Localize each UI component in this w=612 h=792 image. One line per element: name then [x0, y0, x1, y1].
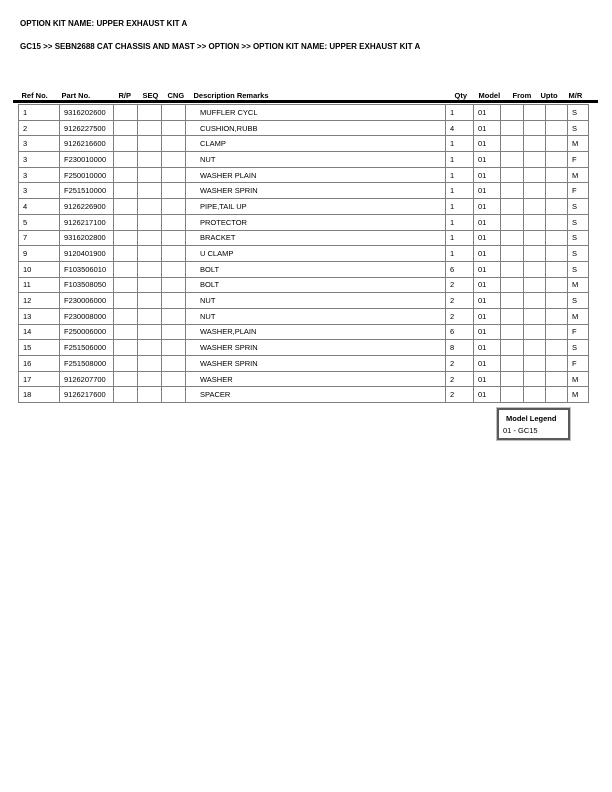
col-header-seq: SEQ: [142, 91, 159, 100]
seq-cell: [138, 371, 162, 387]
ref-no-cell: 4: [19, 199, 60, 215]
ref-no-cell: 18: [19, 387, 60, 403]
col-header-mr: M/R: [568, 91, 583, 100]
table-row: [19, 277, 589, 293]
col-header-part-no: Part No.: [61, 91, 91, 100]
from-cell: [501, 387, 524, 403]
cng-cell: [162, 293, 186, 309]
model-cell: 01: [474, 371, 501, 387]
qty-cell: 1: [446, 199, 474, 215]
part-no-cell: F251506000: [60, 340, 114, 356]
model-cell: 01: [474, 387, 501, 403]
rp-cell: [114, 167, 138, 183]
seq-cell: [138, 340, 162, 356]
ref-no-cell: 3: [19, 136, 60, 152]
ref-no-cell: 9: [19, 246, 60, 262]
cng-cell: [162, 136, 186, 152]
spacer-cell: [546, 261, 568, 277]
table-row: [19, 246, 589, 262]
description-cell: MUFFLER CYCL: [186, 105, 446, 121]
cng-cell: [162, 199, 186, 215]
rp-cell: [114, 230, 138, 246]
rp-cell: [114, 340, 138, 356]
model-cell: 01: [474, 167, 501, 183]
qty-cell: 8: [446, 340, 474, 356]
from-cell: [501, 246, 524, 262]
header-rule: [13, 100, 598, 103]
part-no-cell: 9120401900: [60, 246, 114, 262]
table-row: [19, 387, 589, 403]
model-cell: 01: [474, 120, 501, 136]
description-cell: U CLAMP: [186, 246, 446, 262]
part-no-cell: F251508000: [60, 356, 114, 372]
mr-cell: F: [568, 324, 589, 340]
from-cell: [501, 277, 524, 293]
description-cell: PROTECTOR: [186, 214, 446, 230]
mr-cell: S: [568, 199, 589, 215]
model-legend-box: [497, 408, 570, 440]
cng-cell: [162, 308, 186, 324]
seq-cell: [138, 308, 162, 324]
rp-cell: [114, 152, 138, 168]
from-cell: [501, 324, 524, 340]
cng-cell: [162, 340, 186, 356]
seq-cell: [138, 246, 162, 262]
from-cell: [501, 136, 524, 152]
mr-cell: F: [568, 356, 589, 372]
page-title: OPTION KIT NAME: UPPER EXHAUST KIT A: [20, 19, 188, 28]
seq-cell: [138, 136, 162, 152]
model-cell: 01: [474, 293, 501, 309]
ref-no-cell: 14: [19, 324, 60, 340]
ref-no-cell: 2: [19, 120, 60, 136]
part-no-cell: F230006000: [60, 293, 114, 309]
table-row: [19, 371, 589, 387]
table-row: [19, 356, 589, 372]
upto-cell: [524, 136, 546, 152]
rp-cell: [114, 356, 138, 372]
spacer-cell: [546, 214, 568, 230]
mr-cell: M: [568, 371, 589, 387]
seq-cell: [138, 105, 162, 121]
description-cell: PIPE,TAIL UP: [186, 199, 446, 215]
description-cell: WASHER PLAIN: [186, 167, 446, 183]
model-cell: 01: [474, 136, 501, 152]
description-cell: BOLT: [186, 261, 446, 277]
seq-cell: [138, 261, 162, 277]
ref-no-cell: 1: [19, 105, 60, 121]
from-cell: [501, 293, 524, 309]
spacer-cell: [546, 293, 568, 309]
rp-cell: [114, 183, 138, 199]
cng-cell: [162, 152, 186, 168]
part-no-cell: 9126216600: [60, 136, 114, 152]
col-header-ref-no: Ref No.: [21, 91, 48, 100]
qty-cell: 2: [446, 308, 474, 324]
mr-cell: M: [568, 136, 589, 152]
spacer-cell: [546, 120, 568, 136]
model-cell: 01: [474, 356, 501, 372]
cng-cell: [162, 214, 186, 230]
description-cell: WASHER SPRIN: [186, 183, 446, 199]
col-header-cng: CNG: [167, 91, 185, 100]
model-cell: 01: [474, 199, 501, 215]
table-row: [19, 230, 589, 246]
col-header-qty: Qty: [454, 91, 468, 100]
table-row: [19, 324, 589, 340]
ref-no-cell: 15: [19, 340, 60, 356]
cng-cell: [162, 387, 186, 403]
part-no-cell: 9316202800: [60, 230, 114, 246]
ref-no-cell: 17: [19, 371, 60, 387]
mr-cell: S: [568, 293, 589, 309]
spacer-cell: [546, 371, 568, 387]
spacer-cell: [546, 356, 568, 372]
upto-cell: [524, 261, 546, 277]
qty-cell: 2: [446, 293, 474, 309]
rp-cell: [114, 261, 138, 277]
ref-no-cell: 11: [19, 277, 60, 293]
spacer-cell: [546, 340, 568, 356]
qty-cell: 2: [446, 371, 474, 387]
part-no-cell: 9126227500: [60, 120, 114, 136]
mr-cell: M: [568, 387, 589, 403]
cng-cell: [162, 120, 186, 136]
from-cell: [501, 167, 524, 183]
table-row: [19, 120, 589, 136]
upto-cell: [524, 246, 546, 262]
description-cell: BOLT: [186, 277, 446, 293]
upto-cell: [524, 230, 546, 246]
cng-cell: [162, 246, 186, 262]
from-cell: [501, 308, 524, 324]
col-header-description: Description Remarks: [193, 91, 269, 100]
spacer-cell: [546, 199, 568, 215]
rp-cell: [114, 308, 138, 324]
description-cell: SPACER: [186, 387, 446, 403]
model-cell: 01: [474, 340, 501, 356]
part-no-cell: F250010000: [60, 167, 114, 183]
ref-no-cell: 16: [19, 356, 60, 372]
mr-cell: S: [568, 214, 589, 230]
seq-cell: [138, 293, 162, 309]
seq-cell: [138, 324, 162, 340]
spacer-cell: [546, 230, 568, 246]
mr-cell: M: [568, 277, 589, 293]
table-row: [19, 199, 589, 215]
table-row: [19, 214, 589, 230]
qty-cell: 1: [446, 230, 474, 246]
qty-cell: 1: [446, 183, 474, 199]
qty-cell: 1: [446, 167, 474, 183]
description-cell: NUT: [186, 308, 446, 324]
mr-cell: S: [568, 230, 589, 246]
part-no-cell: 9126207700: [60, 371, 114, 387]
model-cell: 01: [474, 277, 501, 293]
part-no-cell: F103506010: [60, 261, 114, 277]
description-cell: NUT: [186, 293, 446, 309]
mr-cell: S: [568, 105, 589, 121]
spacer-cell: [546, 152, 568, 168]
seq-cell: [138, 183, 162, 199]
rp-cell: [114, 214, 138, 230]
upto-cell: [524, 371, 546, 387]
upto-cell: [524, 152, 546, 168]
table-row: [19, 183, 589, 199]
part-no-cell: 9126217100: [60, 214, 114, 230]
cng-cell: [162, 167, 186, 183]
ref-no-cell: 13: [19, 308, 60, 324]
mr-cell: S: [568, 246, 589, 262]
part-no-cell: F230008000: [60, 308, 114, 324]
qty-cell: 4: [446, 120, 474, 136]
description-cell: WASHER SPRIN: [186, 356, 446, 372]
table-row: [19, 152, 589, 168]
model-cell: 01: [474, 261, 501, 277]
rp-cell: [114, 324, 138, 340]
table-row: [19, 340, 589, 356]
table-row: [19, 261, 589, 277]
seq-cell: [138, 387, 162, 403]
part-no-cell: F230010000: [60, 152, 114, 168]
mr-cell: F: [568, 152, 589, 168]
from-cell: [501, 356, 524, 372]
from-cell: [501, 183, 524, 199]
qty-cell: 1: [446, 105, 474, 121]
rp-cell: [114, 387, 138, 403]
upto-cell: [524, 308, 546, 324]
qty-cell: 6: [446, 324, 474, 340]
rp-cell: [114, 277, 138, 293]
from-cell: [501, 371, 524, 387]
ref-no-cell: 5: [19, 214, 60, 230]
spacer-cell: [546, 308, 568, 324]
col-header-from: From: [512, 91, 532, 100]
model-cell: 01: [474, 183, 501, 199]
qty-cell: 2: [446, 387, 474, 403]
mr-cell: S: [568, 261, 589, 277]
upto-cell: [524, 277, 546, 293]
mr-cell: M: [568, 308, 589, 324]
mr-cell: M: [568, 167, 589, 183]
part-no-cell: 9316202600: [60, 105, 114, 121]
upto-cell: [524, 105, 546, 121]
seq-cell: [138, 152, 162, 168]
upto-cell: [524, 387, 546, 403]
model-cell: 01: [474, 214, 501, 230]
table-row: [19, 167, 589, 183]
qty-cell: 1: [446, 214, 474, 230]
mr-cell: S: [568, 340, 589, 356]
ref-no-cell: 12: [19, 293, 60, 309]
upto-cell: [524, 340, 546, 356]
description-cell: WASHER: [186, 371, 446, 387]
seq-cell: [138, 167, 162, 183]
description-cell: WASHER,PLAIN: [186, 324, 446, 340]
rp-cell: [114, 199, 138, 215]
seq-cell: [138, 199, 162, 215]
cng-cell: [162, 371, 186, 387]
upto-cell: [524, 120, 546, 136]
qty-cell: 2: [446, 277, 474, 293]
spacer-cell: [546, 324, 568, 340]
table-row: [19, 136, 589, 152]
description-cell: BRACKET: [186, 230, 446, 246]
rp-cell: [114, 105, 138, 121]
model-cell: 01: [474, 152, 501, 168]
cng-cell: [162, 183, 186, 199]
upto-cell: [524, 356, 546, 372]
cng-cell: [162, 230, 186, 246]
parts-table: [18, 84, 589, 403]
model-cell: 01: [474, 105, 501, 121]
from-cell: [501, 152, 524, 168]
seq-cell: [138, 214, 162, 230]
model-cell: 01: [474, 324, 501, 340]
description-cell: NUT: [186, 152, 446, 168]
model-cell: 01: [474, 230, 501, 246]
cng-cell: [162, 324, 186, 340]
upto-cell: [524, 199, 546, 215]
rp-cell: [114, 371, 138, 387]
qty-cell: 1: [446, 152, 474, 168]
rp-cell: [114, 120, 138, 136]
col-header-model: Model: [478, 91, 501, 100]
part-no-cell: 9126226900: [60, 199, 114, 215]
spacer-cell: [546, 387, 568, 403]
seq-cell: [138, 277, 162, 293]
ref-no-cell: 7: [19, 230, 60, 246]
description-cell: WASHER SPRIN: [186, 340, 446, 356]
spacer-cell: [546, 246, 568, 262]
table-row: [19, 293, 589, 309]
from-cell: [501, 214, 524, 230]
seq-cell: [138, 120, 162, 136]
part-no-cell: F103508050: [60, 277, 114, 293]
cng-cell: [162, 277, 186, 293]
part-no-cell: F250006000: [60, 324, 114, 340]
seq-cell: [138, 230, 162, 246]
spacer-cell: [546, 183, 568, 199]
from-cell: [501, 230, 524, 246]
seq-cell: [138, 356, 162, 372]
upto-cell: [524, 167, 546, 183]
from-cell: [501, 120, 524, 136]
from-cell: [501, 105, 524, 121]
model-legend-title: Model Legend: [506, 414, 557, 423]
qty-cell: 1: [446, 246, 474, 262]
from-cell: [501, 340, 524, 356]
model-legend-entry: 01 - GC15: [503, 426, 538, 435]
spacer-cell: [546, 167, 568, 183]
upto-cell: [524, 214, 546, 230]
ref-no-cell: 10: [19, 261, 60, 277]
description-cell: CLAMP: [186, 136, 446, 152]
spacer-cell: [546, 136, 568, 152]
spacer-cell: [546, 105, 568, 121]
from-cell: [501, 199, 524, 215]
upto-cell: [524, 293, 546, 309]
mr-cell: F: [568, 183, 589, 199]
mr-cell: S: [568, 120, 589, 136]
from-cell: [501, 261, 524, 277]
cng-cell: [162, 105, 186, 121]
qty-cell: 2: [446, 356, 474, 372]
upto-cell: [524, 324, 546, 340]
breadcrumb: GC15 >> SEBN2688 CAT CHASSIS AND MAST >> OPTION >> OPTION KIT NAME: UPPER EXHAUST KIT A: [20, 42, 421, 51]
description-cell: CUSHION,RUBB: [186, 120, 446, 136]
qty-cell: 6: [446, 261, 474, 277]
part-no-cell: F251510000: [60, 183, 114, 199]
model-cell: 01: [474, 246, 501, 262]
ref-no-cell: 3: [19, 183, 60, 199]
qty-cell: 1: [446, 136, 474, 152]
ref-no-cell: 3: [19, 167, 60, 183]
spacer-cell: [546, 277, 568, 293]
upto-cell: [524, 183, 546, 199]
rp-cell: [114, 246, 138, 262]
col-header-rp: R/P: [118, 91, 132, 100]
table-row: [19, 308, 589, 324]
cng-cell: [162, 356, 186, 372]
part-no-cell: 9126217600: [60, 387, 114, 403]
model-cell: 01: [474, 308, 501, 324]
rp-cell: [114, 293, 138, 309]
ref-no-cell: 3: [19, 152, 60, 168]
col-header-upto: Upto: [540, 91, 558, 100]
cng-cell: [162, 261, 186, 277]
rp-cell: [114, 136, 138, 152]
table-row: [19, 105, 589, 121]
